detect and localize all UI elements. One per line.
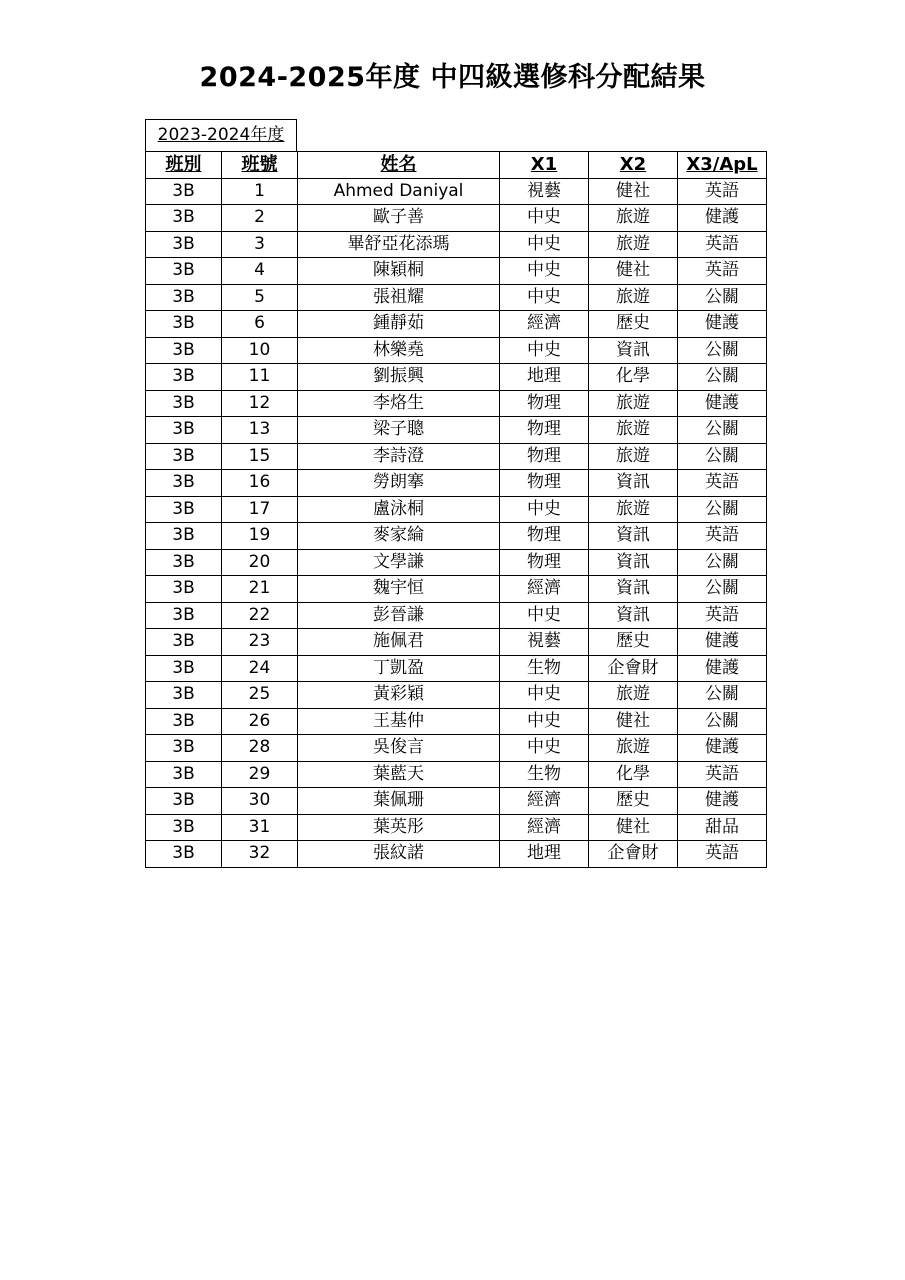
cell-class: 3B (146, 231, 222, 258)
cell-x2: 健社 (589, 814, 678, 841)
cell-x2: 健社 (589, 178, 678, 205)
cell-x3-apl: 健護 (678, 655, 767, 682)
cell-x3-apl: 公關 (678, 443, 767, 470)
cell-class-number: 1 (222, 178, 298, 205)
cell-class-number: 4 (222, 258, 298, 285)
cell-x3-apl: 甜品 (678, 814, 767, 841)
cell-name: 葉藍天 (298, 761, 500, 788)
cell-class-number: 31 (222, 814, 298, 841)
cell-class: 3B (146, 311, 222, 338)
cell-x3-apl: 健護 (678, 311, 767, 338)
cell-x3-apl: 公關 (678, 682, 767, 709)
cell-x1: 物理 (500, 523, 589, 550)
cell-x1: 中史 (500, 602, 589, 629)
cell-name: 劉振興 (298, 364, 500, 391)
cell-x1: 中史 (500, 682, 589, 709)
cell-x1: 物理 (500, 390, 589, 417)
cell-class: 3B (146, 841, 222, 868)
table-row (146, 470, 767, 497)
cell-class: 3B (146, 629, 222, 656)
table-row (146, 284, 767, 311)
cell-x3-apl: 公關 (678, 284, 767, 311)
cell-x3-apl: 英語 (678, 231, 767, 258)
table-header-row (146, 152, 767, 179)
cell-class: 3B (146, 417, 222, 444)
cell-name: 文學謙 (298, 549, 500, 576)
cell-x1: 中史 (500, 205, 589, 232)
cell-class: 3B (146, 364, 222, 391)
table-body (146, 178, 767, 867)
table-row (146, 708, 767, 735)
academic-year-label: 2023-2024年度 (145, 119, 297, 151)
cell-x3-apl: 健護 (678, 735, 767, 762)
table-row (146, 205, 767, 232)
cell-class: 3B (146, 443, 222, 470)
cell-x1: 視藝 (500, 178, 589, 205)
cell-name: 魏宇恒 (298, 576, 500, 603)
cell-class: 3B (146, 523, 222, 550)
cell-class-number: 17 (222, 496, 298, 523)
cell-name: 王基仲 (298, 708, 500, 735)
cell-x1: 中史 (500, 337, 589, 364)
cell-class-number: 22 (222, 602, 298, 629)
cell-class-number: 19 (222, 523, 298, 550)
cell-class-number: 25 (222, 682, 298, 709)
header-x2: X2 (589, 152, 678, 179)
table-row (146, 629, 767, 656)
table-row (146, 523, 767, 550)
cell-class: 3B (146, 655, 222, 682)
cell-class: 3B (146, 576, 222, 603)
cell-x2: 旅遊 (589, 205, 678, 232)
cell-name: 梁子聰 (298, 417, 500, 444)
cell-x2: 資訊 (589, 576, 678, 603)
header-x1: X1 (500, 152, 589, 179)
cell-class: 3B (146, 390, 222, 417)
cell-x3-apl: 公關 (678, 576, 767, 603)
cell-class: 3B (146, 258, 222, 285)
cell-name: 歐子善 (298, 205, 500, 232)
cell-class: 3B (146, 205, 222, 232)
cell-x3-apl: 英語 (678, 761, 767, 788)
cell-x1: 中史 (500, 231, 589, 258)
cell-class-number: 29 (222, 761, 298, 788)
table-row (146, 337, 767, 364)
table-row (146, 496, 767, 523)
cell-x1: 物理 (500, 549, 589, 576)
cell-x2: 資訊 (589, 523, 678, 550)
cell-class: 3B (146, 814, 222, 841)
cell-class: 3B (146, 602, 222, 629)
cell-class-number: 13 (222, 417, 298, 444)
table-row (146, 761, 767, 788)
cell-x3-apl: 健護 (678, 390, 767, 417)
table-row (146, 178, 767, 205)
cell-x2: 旅遊 (589, 417, 678, 444)
cell-x2: 化學 (589, 761, 678, 788)
cell-name: 鍾靜茹 (298, 311, 500, 338)
table-row (146, 311, 767, 338)
cell-x1: 地理 (500, 841, 589, 868)
cell-x2: 資訊 (589, 549, 678, 576)
cell-x1: 視藝 (500, 629, 589, 656)
cell-x2: 旅遊 (589, 682, 678, 709)
cell-name: 盧泳桐 (298, 496, 500, 523)
cell-x2: 健社 (589, 708, 678, 735)
cell-x2: 企會財 (589, 655, 678, 682)
cell-class: 3B (146, 337, 222, 364)
table-row (146, 364, 767, 391)
cell-class: 3B (146, 788, 222, 815)
page-title: 2024-2025年度 中四級選修科分配結果 (199, 62, 706, 93)
cell-name: 張祖耀 (298, 284, 500, 311)
cell-class-number: 16 (222, 470, 298, 497)
cell-x2: 旅遊 (589, 735, 678, 762)
cell-x3-apl: 公關 (678, 549, 767, 576)
cell-x2: 旅遊 (589, 390, 678, 417)
cell-name: 陳穎桐 (298, 258, 500, 285)
cell-x2: 旅遊 (589, 231, 678, 258)
cell-name: 林樂堯 (298, 337, 500, 364)
cell-name: 黃彩穎 (298, 682, 500, 709)
cell-class-number: 10 (222, 337, 298, 364)
cell-class: 3B (146, 549, 222, 576)
cell-class: 3B (146, 761, 222, 788)
cell-x2: 旅遊 (589, 284, 678, 311)
cell-class-number: 6 (222, 311, 298, 338)
cell-class-number: 11 (222, 364, 298, 391)
cell-x3-apl: 英語 (678, 470, 767, 497)
cell-name: 葉英彤 (298, 814, 500, 841)
cell-x1: 物理 (500, 443, 589, 470)
cell-x2: 企會財 (589, 841, 678, 868)
cell-x3-apl: 公關 (678, 364, 767, 391)
cell-x2: 歷史 (589, 788, 678, 815)
cell-x3-apl: 公關 (678, 417, 767, 444)
cell-x2: 資訊 (589, 470, 678, 497)
cell-class-number: 26 (222, 708, 298, 735)
cell-x3-apl: 英語 (678, 602, 767, 629)
table-row (146, 231, 767, 258)
cell-x3-apl: 英語 (678, 523, 767, 550)
cell-x1: 生物 (500, 761, 589, 788)
cell-name: 彭晉謙 (298, 602, 500, 629)
cell-x3-apl: 英語 (678, 841, 767, 868)
cell-x2: 健社 (589, 258, 678, 285)
cell-class: 3B (146, 470, 222, 497)
cell-x1: 經濟 (500, 814, 589, 841)
cell-x1: 物理 (500, 417, 589, 444)
table-row (146, 417, 767, 444)
cell-x1: 地理 (500, 364, 589, 391)
cell-name: 畢舒亞花添瑪 (298, 231, 500, 258)
cell-name: 吳俊言 (298, 735, 500, 762)
cell-class-number: 12 (222, 390, 298, 417)
cell-name: 麥家綸 (298, 523, 500, 550)
cell-x2: 歷史 (589, 311, 678, 338)
table-row (146, 602, 767, 629)
cell-class-number: 24 (222, 655, 298, 682)
cell-class-number: 30 (222, 788, 298, 815)
cell-x3-apl: 健護 (678, 205, 767, 232)
header-class-number: 班號 (222, 152, 298, 179)
cell-name: 施佩君 (298, 629, 500, 656)
cell-class: 3B (146, 708, 222, 735)
cell-x1: 中史 (500, 258, 589, 285)
cell-name: 丁凱盈 (298, 655, 500, 682)
cell-x2: 化學 (589, 364, 678, 391)
table-row (146, 841, 767, 868)
table-row (146, 443, 767, 470)
cell-name: 張紋諾 (298, 841, 500, 868)
cell-name: 葉佩珊 (298, 788, 500, 815)
cell-x1: 經濟 (500, 788, 589, 815)
cell-name: 勞朗搴 (298, 470, 500, 497)
cell-name: 李烙生 (298, 390, 500, 417)
cell-class-number: 2 (222, 205, 298, 232)
allocation-table (145, 151, 767, 868)
table-row (146, 735, 767, 762)
cell-x2: 旅遊 (589, 496, 678, 523)
cell-x3-apl: 公關 (678, 496, 767, 523)
cell-class-number: 5 (222, 284, 298, 311)
cell-class-number: 20 (222, 549, 298, 576)
cell-x2: 資訊 (589, 602, 678, 629)
cell-x3-apl: 健護 (678, 788, 767, 815)
cell-class-number: 3 (222, 231, 298, 258)
table-row (146, 576, 767, 603)
cell-x1: 中史 (500, 284, 589, 311)
cell-x1: 生物 (500, 655, 589, 682)
table-row (146, 655, 767, 682)
cell-x3-apl: 英語 (678, 258, 767, 285)
cell-class-number: 15 (222, 443, 298, 470)
cell-x1: 中史 (500, 735, 589, 762)
cell-x1: 經濟 (500, 311, 589, 338)
header-name: 姓名 (298, 152, 500, 179)
cell-class-number: 21 (222, 576, 298, 603)
cell-class: 3B (146, 682, 222, 709)
cell-class-number: 28 (222, 735, 298, 762)
cell-class: 3B (146, 735, 222, 762)
cell-x3-apl: 公關 (678, 708, 767, 735)
cell-x3-apl: 健護 (678, 629, 767, 656)
cell-x3-apl: 英語 (678, 178, 767, 205)
cell-x2: 歷史 (589, 629, 678, 656)
cell-class: 3B (146, 496, 222, 523)
cell-x2: 資訊 (589, 337, 678, 364)
cell-class: 3B (146, 284, 222, 311)
table-row (146, 258, 767, 285)
header-class: 班別 (146, 152, 222, 179)
cell-x1: 中史 (500, 708, 589, 735)
cell-class: 3B (146, 178, 222, 205)
header-x3-apl: X3/ApL (678, 152, 767, 179)
table-row (146, 549, 767, 576)
cell-class-number: 32 (222, 841, 298, 868)
table-row (146, 682, 767, 709)
cell-name: Ahmed Daniyal (298, 178, 500, 205)
table-row (146, 814, 767, 841)
cell-x2: 旅遊 (589, 443, 678, 470)
cell-x1: 經濟 (500, 576, 589, 603)
table-row (146, 788, 767, 815)
cell-x1: 物理 (500, 470, 589, 497)
cell-x3-apl: 公關 (678, 337, 767, 364)
table-row (146, 390, 767, 417)
cell-x1: 中史 (500, 496, 589, 523)
cell-name: 李詩澄 (298, 443, 500, 470)
cell-class-number: 23 (222, 629, 298, 656)
